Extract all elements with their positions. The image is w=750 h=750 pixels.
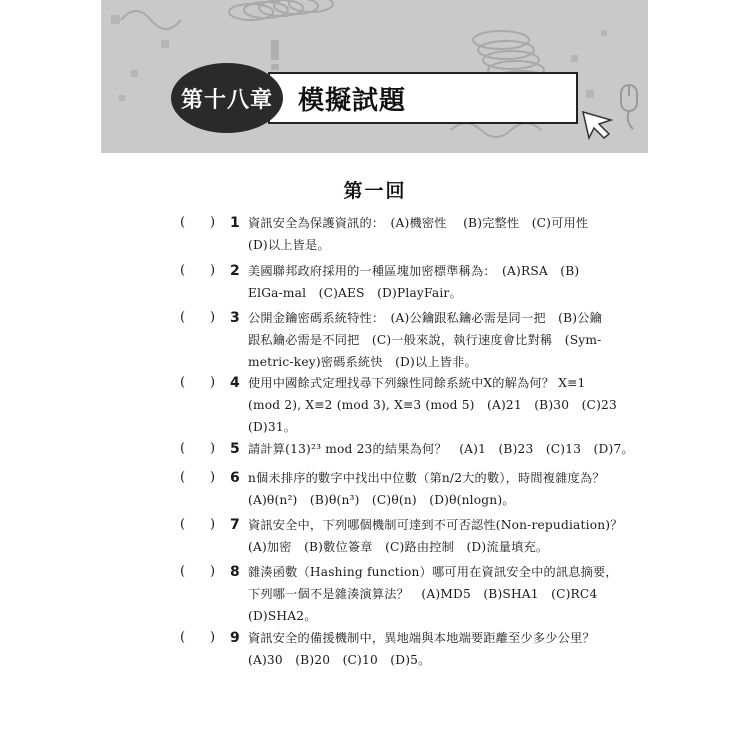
- question-number: 6: [230, 470, 240, 486]
- question-number: 8: [230, 564, 240, 580]
- question-line: 跟私鑰必需是不同把 (C)一般來說，執行速度會比對稱 (Sym-: [248, 333, 602, 347]
- question-line: (A)30 (B)20 (C)10 (D)5。: [248, 653, 431, 667]
- question-text: [248, 438, 634, 460]
- answer-blank-close: ): [210, 564, 216, 579]
- question-number: 2: [230, 263, 240, 279]
- question-text: [248, 561, 618, 627]
- question-line: n個未排序的數字中找出中位數（第n/2大的數），時間複雜度為？: [248, 471, 605, 485]
- answer-blank-open: (: [180, 630, 186, 645]
- question-line: (D)以上皆是。: [248, 238, 330, 252]
- answer-blank-close: ): [210, 441, 216, 456]
- answer-blank-close: ): [210, 375, 216, 390]
- chapter-number-badge: 第十八章: [171, 63, 283, 133]
- answer-blank-close: ): [210, 215, 216, 230]
- chapter-title: 模擬試題: [268, 72, 578, 124]
- answer-blank-open: (: [180, 564, 186, 579]
- question-number: 9: [230, 630, 240, 646]
- answer-blank-close: ): [210, 470, 216, 485]
- question-line: ElGa-mal (C)AES (D)PlayFair。: [248, 286, 462, 300]
- question-number: 1: [230, 215, 240, 231]
- answer-blank-open: (: [180, 215, 186, 230]
- question-line: 使用中國餘式定理找尋下列線性同餘系統中X的解為何？ X≡1: [248, 376, 586, 390]
- section-heading: 第一回: [343, 180, 407, 202]
- question-text: [248, 307, 600, 373]
- question-line: 資訊安全中，下列哪個機制可達到不可否認性(Non-repudiation)？: [248, 518, 623, 532]
- answer-blank-open: (: [180, 441, 186, 456]
- question-number: 4: [230, 375, 240, 391]
- mouse-icon: [621, 85, 637, 129]
- answer-blank-close: ): [210, 517, 216, 532]
- answer-blank-open: (: [180, 517, 186, 532]
- question-number: 5: [230, 441, 240, 457]
- question-line: 雜湊函數（Hashing function）哪可用在資訊安全中的訊息摘要，: [248, 565, 618, 579]
- question-line: (D)31。: [248, 420, 297, 434]
- question-line: (A)θ(n²) (B)θ(n³) (C)θ(n) (D)θ(nlogn)。: [248, 493, 515, 507]
- question-text: [248, 627, 600, 671]
- question-line: (mod 2), X≡2 (mod 3), X≡3 (mod 5) (A)21 (B)30 (C)23: [248, 398, 617, 412]
- question-text: [248, 467, 605, 511]
- question-line: 下列哪一個不是雜湊演算法？ (A)MD5 (B)SHA1 (C)RC4: [248, 587, 598, 601]
- answer-blank-open: (: [180, 470, 186, 485]
- question-number: 3: [230, 310, 240, 326]
- cursor-arrow-icon: [583, 112, 611, 138]
- question-text: [248, 372, 617, 438]
- question-line: metric-key)密碼系統快 (D)以上皆非。: [248, 355, 477, 369]
- question-line: (D)SHA2。: [248, 609, 317, 623]
- question-line: (A)加密 (B)數位簽章 (C)路由控制 (D)流量填充。: [248, 540, 549, 554]
- question-text: [248, 212, 600, 256]
- question-text: [248, 514, 623, 558]
- question-number: 7: [230, 517, 240, 533]
- answer-blank-open: (: [180, 310, 186, 325]
- answer-blank-open: (: [180, 375, 186, 390]
- question-text: [248, 260, 600, 304]
- answer-blank-close: ): [210, 263, 216, 278]
- answer-blank-close: ): [210, 310, 216, 325]
- question-line: 美國聯邦政府採用的一種區塊加密標準稱為： (A)RSA (B): [248, 264, 580, 278]
- question-line: 資訊安全的備援機制中，異地端與本地端要距離至少多少公里？: [248, 631, 595, 645]
- answer-blank-open: (: [180, 263, 186, 278]
- question-line: 請計算(13)²³ mod 23的結果為何？ (A)1 (B)23 (C)13 (D)7。: [248, 442, 634, 456]
- question-line: 公開金鑰密碼系統特性： (A)公鑰跟私鑰必需是同一把 (B)公鑰: [248, 311, 602, 325]
- answer-blank-close: ): [210, 630, 216, 645]
- question-line: 資訊安全為保護資訊的： (A)機密性 (B)完整性 (C)可用性: [248, 216, 589, 230]
